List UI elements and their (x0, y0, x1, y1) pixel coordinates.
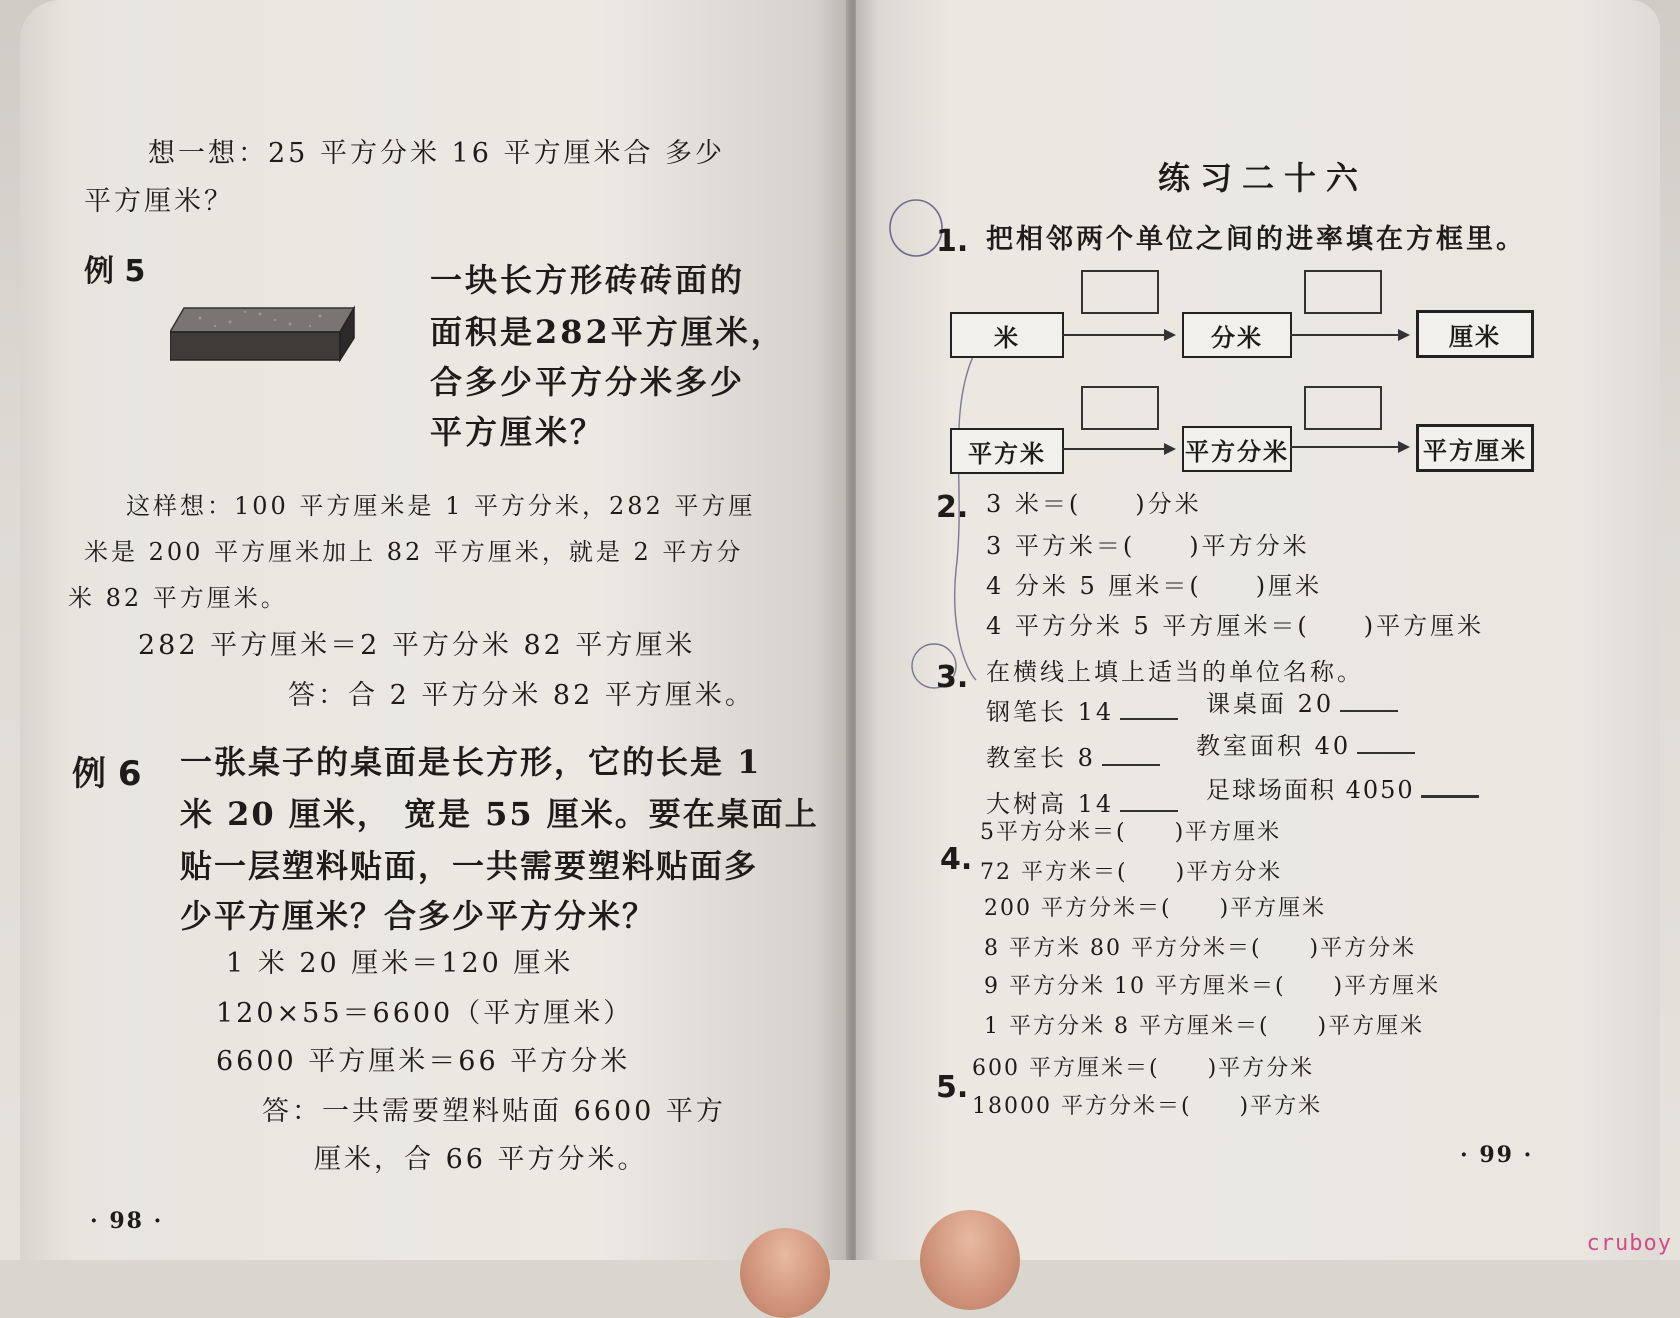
q1-number: 1. (936, 224, 969, 259)
q4-line-4: 8 平方米 80 平方分米＝( )平方分米 (984, 936, 1417, 961)
finger-left (740, 1228, 830, 1318)
example-6-line-3: 贴一层塑料贴面，一共需要塑料贴面多 (180, 847, 759, 885)
example-6-label: 例 6 (72, 754, 142, 794)
think-line-1: 想一想：25 平方分米 16 平方厘米合 多少 (148, 138, 726, 169)
q3-item-2-left: 教室长 8 (986, 746, 1160, 770)
rate-box-3[interactable] (1081, 386, 1159, 430)
example-6-line-2: 米 20 厘米， 宽是 55 厘米。要在桌面上 (180, 795, 819, 833)
q4-number: 4. (940, 842, 973, 877)
example-5-equation: 282 平方厘米＝2 平方分米 82 平方厘米 (138, 630, 696, 661)
q3-item-3-left: 大树高 14 (986, 792, 1178, 816)
q3-blank-1[interactable] (1120, 718, 1178, 720)
q2-line-1: 3 米＝( )分米 (986, 490, 1202, 518)
q3-blank-5[interactable] (1120, 810, 1178, 812)
q3-blank-6[interactable] (1421, 795, 1479, 798)
q5-line-2: 18000 平方分米＝( )平方米 (972, 1094, 1323, 1119)
right-page (856, 0, 1660, 1260)
rate-box-1[interactable] (1081, 270, 1159, 314)
q3-blank-2[interactable] (1340, 710, 1398, 712)
rate-box-4[interactable] (1304, 386, 1382, 430)
calc-line-1: 1 米 20 厘米＝120 厘米 (226, 948, 574, 979)
finger-right (920, 1210, 1020, 1310)
q3-blank-3[interactable] (1102, 764, 1160, 766)
example-6-answer-2: 厘米，合 66 平方分米。 (314, 1144, 648, 1175)
q4-line-1: 5平方分米＝( )平方厘米 (980, 820, 1282, 845)
example-5-line-2: 面积是282平方厘米， (430, 313, 786, 351)
example-5-label: 例 5 (84, 254, 146, 289)
q2-number: 2. (936, 490, 969, 525)
arrow-4 (1290, 446, 1408, 448)
example-5-line-3: 合多少平方分米多少 (430, 363, 746, 401)
arrow-3 (1062, 448, 1174, 450)
brick-illustration (170, 298, 360, 368)
unit-box-meter: 米 (950, 312, 1064, 358)
think-line-2: 平方厘米？ (84, 186, 234, 217)
q5-number: 5. (936, 1070, 969, 1105)
reason-line-3: 米 82 平方厘米。 (68, 584, 288, 612)
q2-line-2: 3 平方米＝( )平方分米 (986, 532, 1310, 560)
q3-item-1-right: 课桌面 20 (1206, 692, 1398, 716)
q4-line-2: 72 平方米＝( )平方分米 (980, 860, 1283, 885)
q1-text: 把相邻两个单位之间的进率填在方框里。 (986, 224, 1526, 255)
q3-number: 3. (936, 660, 969, 695)
calc-line-2: 120×55＝6600（平方厘米） (216, 998, 634, 1029)
calc-line-3: 6600 平方厘米＝66 平方分米 (216, 1046, 631, 1077)
rate-box-2[interactable] (1304, 270, 1382, 314)
example-5-line-1: 一块长方形砖砖面的 (430, 261, 746, 299)
example-5-line-4: 平方厘米？ (430, 413, 606, 451)
q2-line-4: 4 平方分米 5 平方厘米＝( )平方厘米 (986, 612, 1485, 640)
example-5-answer: 答：合 2 平方分米 82 平方厘米。 (288, 680, 755, 711)
q4-line-3: 200 平方分米＝( )平方厘米 (984, 896, 1327, 921)
q3-item-1-left: 钢笔长 14 (986, 700, 1178, 724)
unit-box-decimeter: 分米 (1182, 312, 1292, 358)
page-number-right: · 99 · (1460, 1142, 1534, 1168)
q5-line-1: 600 平方厘米＝( )平方分米 (972, 1056, 1315, 1081)
unit-box-square-decimeter: 平方分米 (1182, 426, 1292, 472)
q3-blank-4[interactable] (1357, 752, 1415, 754)
example-6-answer-1: 答：一共需要塑料贴面 6600 平方 (262, 1096, 726, 1127)
q3-item-3-right: 足球场面积 4050 (1206, 778, 1479, 802)
reason-line-1: 这样想：100 平方厘米是 1 平方分米，282 平方厘 (126, 492, 756, 520)
left-page (20, 0, 848, 1260)
unit-box-square-centimeter: 平方厘米 (1416, 424, 1534, 472)
q3-item-2-right: 教室面积 40 (1196, 734, 1415, 758)
page-number-left: · 98 · (90, 1208, 164, 1234)
reason-line-2: 米是 200 平方厘米加上 82 平方厘米，就是 2 平方分 (84, 538, 744, 566)
arrow-1 (1062, 334, 1174, 336)
example-6-line-1: 一张桌子的桌面是长方形，它的长是 1 (180, 743, 762, 781)
q2-line-3: 4 分米 5 厘米＝( )厘米 (986, 572, 1323, 600)
example-6-line-4: 少平方厘米？合多少平方分米？ (180, 897, 657, 935)
unit-box-centimeter: 厘米 (1416, 310, 1534, 358)
q4-line-5: 9 平方分米 10 平方厘米＝( )平方厘米 (984, 974, 1441, 999)
exercise-title: 练习二十六 (1158, 159, 1369, 197)
unit-box-square-meter: 平方米 (950, 428, 1064, 474)
arrow-2 (1290, 334, 1408, 336)
q3-text: 在横线上填上适当的单位名称。 (986, 658, 1364, 686)
q4-line-6: 1 平方分米 8 平方厘米＝( )平方厘米 (984, 1014, 1425, 1039)
watermark: cruboy (1586, 1231, 1672, 1256)
